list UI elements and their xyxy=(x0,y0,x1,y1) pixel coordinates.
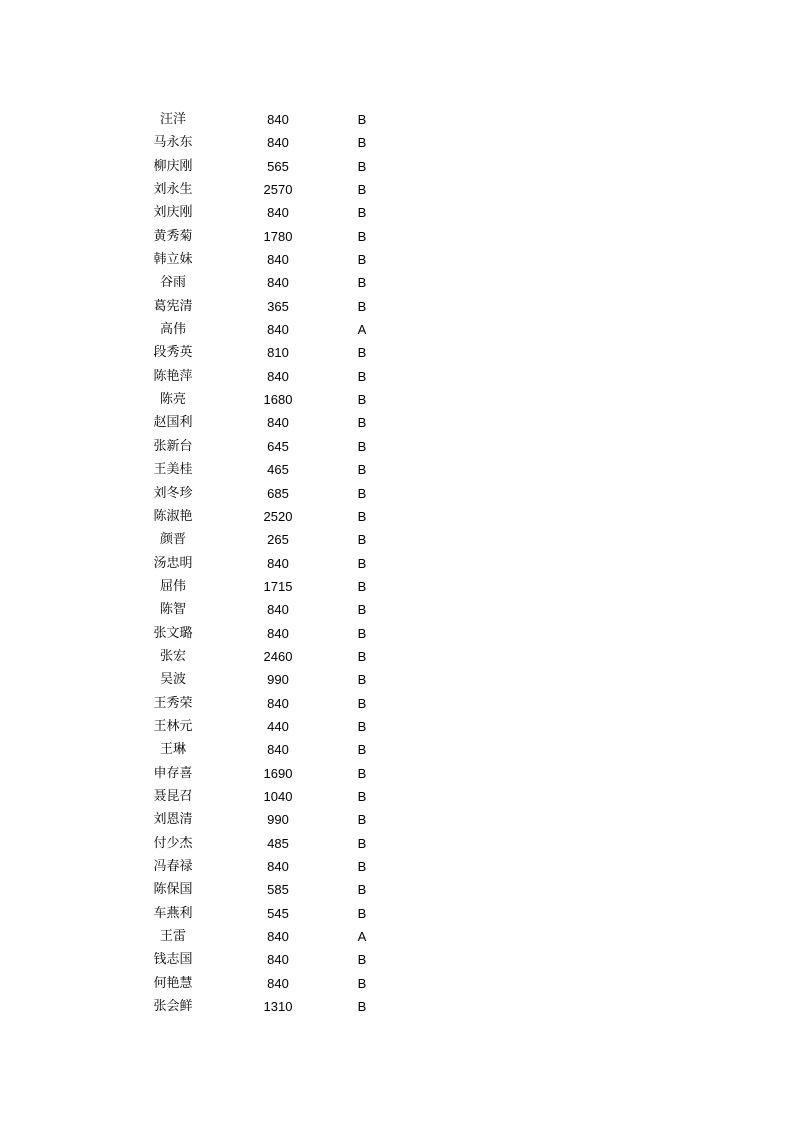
name-cell: 黄秀菊 xyxy=(153,228,193,244)
grade-cell: B xyxy=(357,882,367,898)
grade-cell: B xyxy=(357,532,367,548)
table-row xyxy=(0,948,793,971)
amount-cell: 810 xyxy=(267,345,289,361)
amount-cell: 840 xyxy=(267,415,289,431)
name-cell: 吴波 xyxy=(159,672,186,688)
grade-cell: B xyxy=(357,275,367,291)
table-row xyxy=(0,855,793,878)
amount-cell: 2460 xyxy=(263,648,293,664)
amount-cell: 685 xyxy=(267,485,289,501)
table-row xyxy=(0,715,793,738)
name-cell: 刘恩清 xyxy=(153,812,193,828)
table-row xyxy=(0,925,793,948)
name-cell: 谷雨 xyxy=(159,275,186,291)
amount-cell: 1780 xyxy=(263,228,293,244)
amount-cell: 840 xyxy=(267,952,289,968)
grade-cell: B xyxy=(357,602,367,618)
grade-cell: B xyxy=(357,205,367,221)
grade-cell: A xyxy=(357,929,367,945)
table-row xyxy=(0,295,793,318)
amount-cell: 840 xyxy=(267,859,289,874)
name-cell: 王林元 xyxy=(153,718,193,734)
amount-cell: 465 xyxy=(267,462,289,478)
name-cell: 付少杰 xyxy=(153,835,193,851)
grade-cell: B xyxy=(357,742,367,758)
name-cell: 颜晋 xyxy=(159,532,186,548)
amount-cell: 585 xyxy=(267,882,289,898)
table-row xyxy=(0,108,793,131)
amount-cell: 1310 xyxy=(263,999,293,1015)
amount-cell: 2520 xyxy=(263,508,293,524)
amount-cell: 840 xyxy=(267,112,289,127)
table-row xyxy=(0,552,793,575)
grade-cell: B xyxy=(357,952,367,968)
amount-cell: 840 xyxy=(267,602,289,618)
table-row xyxy=(0,248,793,271)
table-row xyxy=(0,622,793,645)
name-cell: 申存喜 xyxy=(153,765,193,781)
grade-cell: B xyxy=(357,975,367,991)
amount-cell: 545 xyxy=(267,905,289,921)
amount-cell: 440 xyxy=(267,718,289,734)
grade-cell: A xyxy=(357,322,367,338)
table-row xyxy=(0,388,793,411)
grade-cell: B xyxy=(357,135,367,151)
table-row xyxy=(0,411,793,434)
table-row xyxy=(0,785,793,808)
table-row xyxy=(0,201,793,224)
name-cell: 张宏 xyxy=(159,648,186,664)
grade-cell: B xyxy=(357,508,367,524)
table-row xyxy=(0,131,793,154)
data-table xyxy=(0,108,793,1018)
amount-cell: 1715 xyxy=(263,578,293,594)
grade-cell: B xyxy=(357,648,367,664)
name-cell: 王琳 xyxy=(159,742,186,758)
name-cell: 汪洋 xyxy=(159,112,186,127)
table-row xyxy=(0,341,793,364)
name-cell: 葛宪清 xyxy=(153,298,193,314)
grade-cell: B xyxy=(357,695,367,711)
amount-cell: 990 xyxy=(267,812,289,828)
grade-cell: B xyxy=(357,835,367,851)
name-cell: 陈艳萍 xyxy=(153,368,193,384)
table-row xyxy=(0,902,793,925)
amount-cell: 840 xyxy=(267,205,289,221)
grade-cell: B xyxy=(357,672,367,688)
amount-cell: 840 xyxy=(267,695,289,711)
table-row xyxy=(0,458,793,481)
amount-cell: 1040 xyxy=(263,788,293,804)
name-cell: 陈淑艳 xyxy=(153,508,193,524)
grade-cell: B xyxy=(357,415,367,431)
name-cell: 张会鲜 xyxy=(153,999,193,1015)
grade-cell: B xyxy=(357,112,367,127)
table-row xyxy=(0,318,793,341)
table-row xyxy=(0,878,793,901)
amount-cell: 840 xyxy=(267,742,289,758)
grade-cell: B xyxy=(357,999,367,1015)
amount-cell: 840 xyxy=(267,322,289,338)
name-cell: 何艳慧 xyxy=(153,975,193,991)
name-cell: 刘永生 xyxy=(153,182,193,198)
amount-cell: 840 xyxy=(267,975,289,991)
table-row xyxy=(0,178,793,201)
table-row xyxy=(0,598,793,621)
name-cell: 车燕利 xyxy=(153,905,193,921)
amount-cell: 840 xyxy=(267,275,289,291)
amount-cell: 840 xyxy=(267,929,289,945)
name-cell: 屈伟 xyxy=(159,578,186,594)
amount-cell: 840 xyxy=(267,135,289,151)
name-cell: 张新台 xyxy=(153,438,193,454)
table-row xyxy=(0,225,793,248)
name-cell: 钱志国 xyxy=(153,952,193,968)
amount-cell: 840 xyxy=(267,368,289,384)
grade-cell: B xyxy=(357,368,367,384)
amount-cell: 365 xyxy=(267,298,289,314)
table-row xyxy=(0,505,793,528)
name-cell: 冯春禄 xyxy=(153,859,193,874)
table-row xyxy=(0,832,793,855)
table-row xyxy=(0,482,793,505)
table-row xyxy=(0,692,793,715)
amount-cell: 1690 xyxy=(263,765,293,781)
amount-cell: 645 xyxy=(267,438,289,454)
amount-cell: 485 xyxy=(267,835,289,851)
name-cell: 高伟 xyxy=(159,322,186,338)
table-row xyxy=(0,645,793,668)
grade-cell: B xyxy=(357,345,367,361)
name-cell: 韩立妹 xyxy=(153,252,193,268)
grade-cell: B xyxy=(357,485,367,501)
table-row xyxy=(0,528,793,551)
grade-cell: B xyxy=(357,228,367,244)
table-row xyxy=(0,435,793,458)
table-row xyxy=(0,808,793,831)
grade-cell: B xyxy=(357,765,367,781)
amount-cell: 565 xyxy=(267,158,289,174)
name-cell: 段秀英 xyxy=(153,345,193,361)
name-cell: 刘庆刚 xyxy=(153,205,193,221)
amount-cell: 265 xyxy=(267,532,289,548)
table-row xyxy=(0,575,793,598)
grade-cell: B xyxy=(357,438,367,454)
grade-cell: B xyxy=(357,812,367,828)
table-row xyxy=(0,762,793,785)
grade-cell: B xyxy=(357,555,367,571)
table-row xyxy=(0,155,793,178)
amount-cell: 840 xyxy=(267,625,289,641)
grade-cell: B xyxy=(357,158,367,174)
name-cell: 陈智 xyxy=(159,602,186,618)
name-cell: 王雷 xyxy=(159,929,186,945)
name-cell: 陈亮 xyxy=(159,392,186,408)
grade-cell: B xyxy=(357,905,367,921)
name-cell: 聂昆召 xyxy=(153,788,193,804)
grade-cell: B xyxy=(357,625,367,641)
name-cell: 汤忠明 xyxy=(153,555,193,571)
grade-cell: B xyxy=(357,578,367,594)
table-row xyxy=(0,995,793,1018)
grade-cell: B xyxy=(357,298,367,314)
table-row xyxy=(0,365,793,388)
amount-cell: 990 xyxy=(267,672,289,688)
grade-cell: B xyxy=(357,392,367,408)
grade-cell: B xyxy=(357,252,367,268)
name-cell: 陈保国 xyxy=(153,882,193,898)
amount-cell: 2570 xyxy=(263,182,293,198)
table-row xyxy=(0,972,793,995)
name-cell: 马永东 xyxy=(153,135,193,151)
name-cell: 柳庆刚 xyxy=(153,158,193,174)
grade-cell: B xyxy=(357,859,367,874)
amount-cell: 840 xyxy=(267,252,289,268)
name-cell: 王美桂 xyxy=(153,462,193,478)
grade-cell: B xyxy=(357,788,367,804)
table-row xyxy=(0,738,793,761)
table-row xyxy=(0,271,793,294)
name-cell: 刘冬珍 xyxy=(153,485,193,501)
grade-cell: B xyxy=(357,182,367,198)
name-cell: 张文璐 xyxy=(153,625,193,641)
grade-cell: B xyxy=(357,718,367,734)
grade-cell: B xyxy=(357,462,367,478)
name-cell: 赵国利 xyxy=(153,415,193,431)
amount-cell: 840 xyxy=(267,555,289,571)
name-cell: 王秀荣 xyxy=(153,695,193,711)
amount-cell: 1680 xyxy=(263,392,293,408)
table-row xyxy=(0,668,793,691)
